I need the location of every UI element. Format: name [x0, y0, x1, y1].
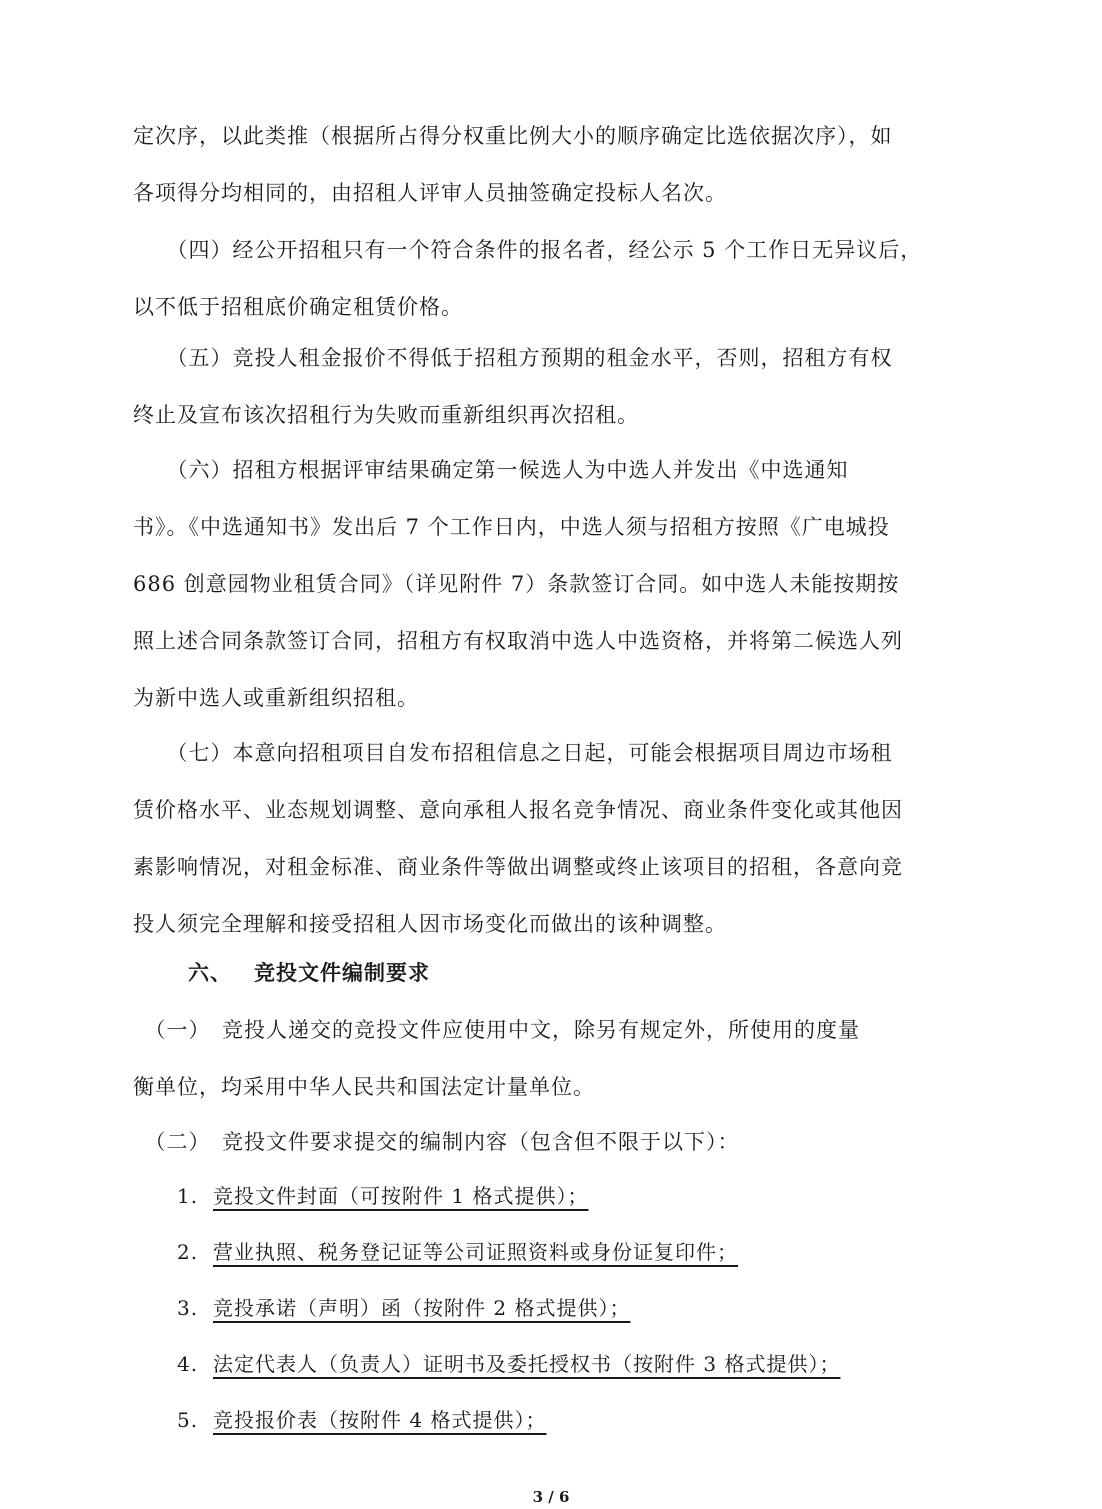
text-line: （五）竞投人租金报价不得低于招租方预期的租金水平，否则，招租方有权: [133, 346, 893, 370]
text-line: 以不低于招租底价确定租赁价格。: [133, 295, 463, 319]
text-line: 书》。《中选通知书》发出后 7 个工作日内，中选人须与招租方按照《广电城投: [133, 515, 890, 539]
list-item: [177, 1293, 630, 1323]
text-line: 素影响情况，对租金标准、商业条件等做出调整或终止该项目的招租，各意向竞: [133, 855, 903, 879]
sub-paragraph-one: [133, 1002, 963, 1116]
list-item: [177, 1349, 840, 1379]
text-line: 686 创意园物业租赁合同》（详见附件 7）条款签订合同。如中选人未能按期按: [133, 572, 900, 596]
text-line: 各项得分均相同的，由招租人评审人员抽签确定投标人名次。: [133, 181, 727, 205]
text-line: 赁价格水平、业态规划调整、意向承租人报名竞争情况、商业条件变化或其他因: [133, 798, 903, 822]
list-item-text: 法定代表人（负责人）证明书及委托授权书（按附件 3 格式提供）；: [213, 1352, 841, 1376]
text-line: （二） 竞投文件要求提交的编制内容（包含但不限于以下）：: [133, 1130, 740, 1154]
list-item-number: 4.: [177, 1352, 199, 1376]
text-line: （六）招租方根据评审结果确定第一候选人为中选人并发出《中选通知: [133, 458, 849, 482]
page-number: 3 / 6: [532, 1488, 570, 1506]
section-number: 六、: [188, 961, 232, 985]
section-title: 竞投文件编制要求: [254, 961, 430, 985]
text-line: （四）经公开招租只有一个符合条件的报名者，经公示 5 个工作日无异议后，: [133, 238, 923, 262]
list-item-text: 营业执照、税务登记证等公司证照资料或身份证复印件；: [213, 1240, 738, 1264]
text-line: （七）本意向招租项目自发布招租信息之日起，可能会根据项目周边市场租: [133, 741, 893, 765]
list-item-number: 1.: [177, 1184, 199, 1208]
text-line: 终止及宣布该次招租行为失败而重新组织再次招租。: [133, 403, 639, 427]
list-item-number: 3.: [177, 1296, 199, 1320]
list-item-number: 2.: [177, 1240, 199, 1264]
list-item: [177, 1181, 588, 1211]
paragraph-five: [133, 330, 963, 444]
text-line: 定次序，以此类推（根据所占得分权重比例大小的顺序确定比选依据次序），如: [133, 124, 893, 148]
list-item-text: 竞投承诺（声明）函（按附件 2 格式提供）；: [213, 1296, 631, 1320]
paragraph-ranking: [133, 108, 963, 222]
paragraph-four: [133, 222, 963, 336]
list-item: [177, 1237, 738, 1267]
list-item: [177, 1405, 546, 1435]
text-line: 为新中选人或重新组织招租。: [133, 686, 419, 710]
text-line: （一） 竞投人递交的竞投文件应使用中文，除另有规定外，所使用的度量: [133, 1018, 860, 1042]
list-item-text: 竞投文件封面（可按附件 1 格式提供）；: [213, 1184, 589, 1208]
paragraph-seven: [133, 725, 963, 953]
text-line: 投人须完全理解和接受招租人因市场变化而做出的该种调整。: [133, 912, 727, 936]
section-heading: [188, 958, 430, 988]
text-line: 衡单位，均采用中华人民共和国法定计量单位。: [133, 1075, 595, 1099]
list-item-text: 竞投报价表（按附件 4 格式提供）；: [213, 1408, 547, 1432]
list-item-number: 5.: [177, 1408, 199, 1432]
paragraph-six: [133, 442, 963, 727]
sub-paragraph-two: [133, 1114, 963, 1171]
text-line: 照上述合同条款签订合同，招租方有权取消中选人中选资格，并将第二候选人列: [133, 629, 903, 653]
